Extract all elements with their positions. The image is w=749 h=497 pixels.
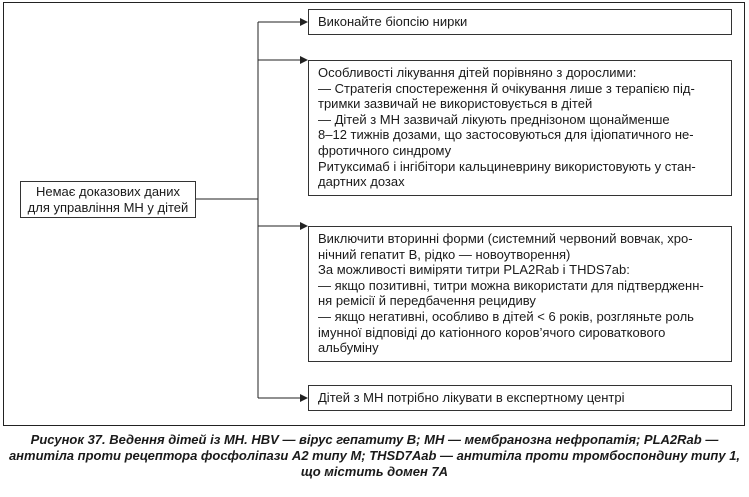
node-line: 8–12 тижнів дозами, що застосовуються для ідіопатичного не- xyxy=(318,127,694,143)
node-exclude-secondary-forms xyxy=(308,226,732,362)
node-kidney-biopsy xyxy=(308,9,732,35)
node-treatment-specifics xyxy=(308,60,732,196)
figure-caption xyxy=(0,432,749,480)
node-line: — Дітей з МН зазвичай лікують преднізоном щонайменше xyxy=(318,111,670,127)
root-line: для управління МН у дітей xyxy=(27,199,189,215)
node-line: Виключити вторинні форми (системний червоний вовчак, хро- xyxy=(318,231,693,246)
node-line: альбуміну xyxy=(318,340,379,356)
root-node-no-evidence xyxy=(20,181,196,218)
node-line: фротичного синдрому xyxy=(318,142,452,158)
node-line: За можливості виміряти титри PLA2Rab і THDS7ab: xyxy=(318,262,630,278)
node-line: — якщо позитивні, титри можна використати для підтвердженн- xyxy=(318,277,704,293)
node-line: Ритуксимаб і інгібітори кальциневрину використовують у стан- xyxy=(318,158,696,174)
node-line: Особливості лікування дітей порівняно з дорослими: xyxy=(318,65,637,80)
node-expert-center xyxy=(308,385,732,411)
node-line: імунної відповіді до катіонного коров’ячого сироваткового xyxy=(318,324,666,340)
node-line: тримки зазвичай не використовується в дітей xyxy=(318,96,593,112)
node-line: — Стратегія спостереження й очікування лише з терапією під- xyxy=(318,80,695,96)
root-line: Немає доказових даних xyxy=(36,184,180,199)
node-line: Виконайте біопсію нирки xyxy=(318,14,468,29)
node-line: дартних дозах xyxy=(318,174,405,190)
caption-line: що містить домен 7А xyxy=(300,464,449,479)
node-line: Дітей з МН потрібно лікувати в експертному центрі xyxy=(318,390,625,405)
node-line: ня ремісії й передбачення рецидиву xyxy=(318,293,536,309)
caption-line: антитіла проти рецептора фосфоліпази А2 типу М; THSD7Aab — антитіла проти тромбоспондину типу 1, xyxy=(8,448,741,463)
caption-line: Рисунок 37. Ведення дітей із МН. HBV — вірус гепатиту В; МН — мембранозна нефропатія; PLA2Rab — xyxy=(30,432,719,447)
node-line: — якщо негативні, особливо в дітей < 6 років, розгляньте роль xyxy=(318,308,694,324)
node-line: нічний гепатит В, рідко — новоутворення) xyxy=(318,246,571,262)
